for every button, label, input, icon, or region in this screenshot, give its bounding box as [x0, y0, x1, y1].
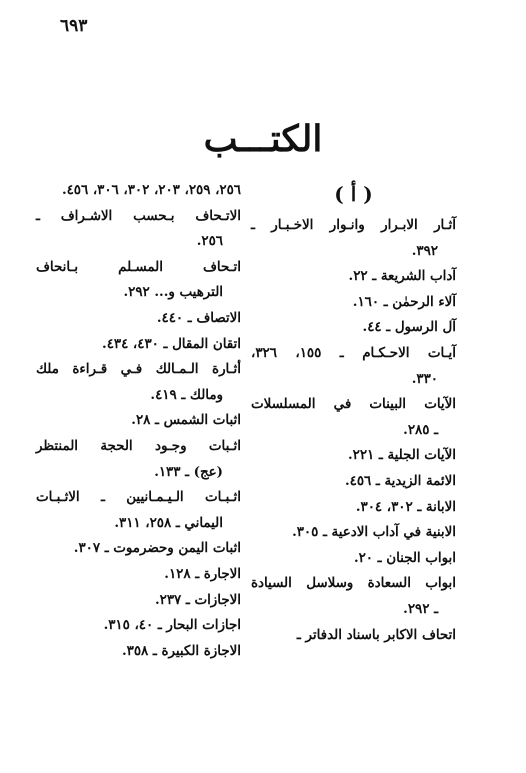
page-number: ٦٩٣ — [60, 16, 88, 36]
index-entry: الابنية في آداب الادعية ـ ٣٠٥. — [292, 524, 456, 541]
index-entry: ٢٥٦، ٢٥٩، ٢٠٣، ٣٠٢، ٣٠٦، ٤٥٦. — [61, 182, 241, 198]
index-entry-continuation: ومالك ـ ٤١٩. — [150, 386, 223, 403]
index-entry: اثـبـات الـيـمـانيين ـ الاثـبـات — [36, 489, 241, 506]
index-entry-continuation: اليماني ـ ٢٥٨، ٣١١. — [114, 514, 223, 531]
index-entry: آل الرسول ـ ٤٤. — [362, 319, 456, 336]
index-entry: ابواب الجنان ـ ٢٠. — [353, 549, 456, 566]
index-entry: الاجازة الكبيرة ـ ٣٥٨. — [121, 642, 241, 659]
index-entry: الائمة الزيدية ـ ٤٥٦. — [344, 472, 456, 489]
index-entry-continuation: ٣٣٠. — [411, 370, 438, 387]
index-entry: آداب الشريعة ـ ۲۲. — [348, 268, 456, 285]
index-entry-continuation: الترهيب و... ٢٩٢. — [123, 284, 223, 301]
index-entry: أثـارة الـمـالك فـي قـراءة ملك — [36, 361, 241, 378]
index-entry: ابواب السعادة وسلاسل السيادة — [251, 575, 456, 592]
index-entry: اتقان المقال ـ ٤٣٠، ٤٣٤. — [102, 335, 241, 352]
index-column-left — [36, 178, 241, 664]
index-entry: آلاء الرحمٰن ـ ١٦٠. — [352, 293, 456, 310]
entry-list — [251, 213, 456, 648]
index-entry: اجازات البحار ـ ٤٠، ٣١٥. — [103, 617, 241, 634]
index-entry-continuation: ـ ٢٨٥. — [403, 421, 438, 438]
index-entry: الآيات الجلية ـ ٢٢١. — [347, 447, 456, 464]
page-title: الكتـــب — [203, 118, 323, 160]
index-entry: اتحاف الاكابر باسناد الدفاتر ـ — [296, 626, 456, 643]
index-entry: الاجارة ـ ١٢٨. — [164, 565, 241, 582]
index-entry-continuation: ـ ٢٩٢. — [403, 600, 438, 617]
index-entry-continuation: ٢٥٦. — [196, 233, 223, 250]
index-entry: آيـات الاحـكـام ـ ١٥٥، ٣٢٦، — [251, 344, 456, 361]
index-entry: الابانة ـ ٣٠٢، ٣٠٤. — [355, 498, 456, 515]
index-entry: آثـار الابـرار وانـوار الاخـبـار ـ — [251, 217, 456, 233]
index-entry: اثـبات وجـود الحجة المنتظر — [36, 437, 241, 454]
index-entry: اثبات الشمس ـ ٢٨. — [131, 412, 241, 429]
section-letter: ( أ ) — [334, 182, 373, 206]
index-entry: الاتـحاف بـحسب الاشـراف ـ — [36, 207, 241, 224]
index-column-right — [251, 178, 456, 648]
index-entry-continuation: ۳۹۲. — [411, 242, 438, 259]
index-entry: الاتصاف ـ ٤٤٠. — [156, 309, 241, 326]
index-entry: الآيات البينات في المسلسلات — [251, 396, 456, 413]
index-entry: اتـحاف المسـلم بـانحاف — [36, 258, 241, 275]
index-entry: الاجازات ـ ٢٣٧. — [154, 591, 241, 608]
index-entry: اثبات اليمن وحضرموت ـ ٣٠٧. — [73, 540, 241, 557]
index-entry-continuation: (عج) ـ ١٣٣. — [154, 463, 223, 480]
entry-list — [36, 178, 241, 664]
